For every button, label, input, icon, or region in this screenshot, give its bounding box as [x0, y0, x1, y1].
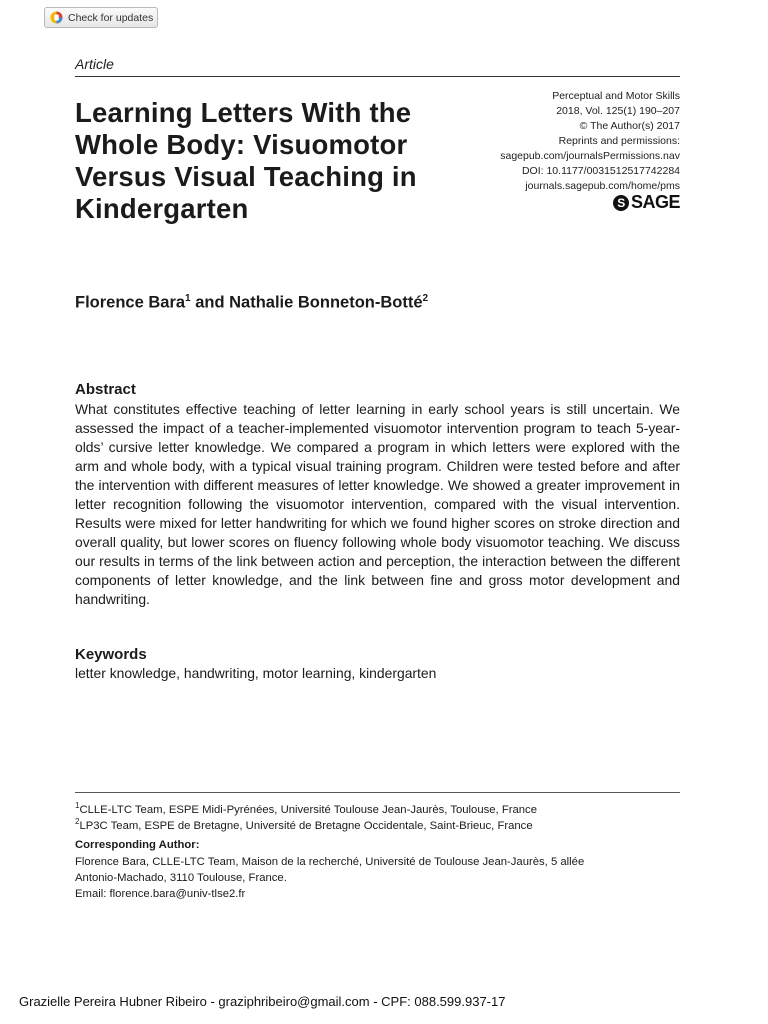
copyright-notice: © The Author(s) 2017 [579, 120, 680, 132]
affiliation-marker: 2 [422, 293, 429, 304]
author-list [75, 293, 428, 313]
affiliation-marker: 2 [75, 817, 80, 826]
corresponding-address-line: Antonio-Machado, 3110 Toulouse, France. [75, 872, 287, 884]
author-name: Florence Bara [75, 293, 186, 312]
download-watermark: Grazielle Pereira Hubner Ribeiro - graziphribeiro@gmail.com - CPF: 088.599.937-17 [19, 994, 506, 1009]
corresponding-address-line: Florence Bara, CLLE-LTC Team, Maison de la recherché, Université de Toulouse Jean-Jaurès, 5 allée [75, 856, 585, 868]
keywords-heading: Keywords [75, 646, 147, 663]
affiliation-marker: 1 [185, 293, 191, 304]
corresponding-author-details [75, 854, 680, 902]
abstract-text: What constitutes effective teaching of letter learning in early school years is still uncertain. We assessed the impact of a teacher-implemented visuomotor intervention program to teach 5-year-olds’ cursive letter knowledge. We compared a program in which letters were explored with the arm and whole body, with a typical visual training program. Children were tested before and after the intervention with different measures of letter knowledge. We showed a greater improvement in letter recognition following the visuomotor intervention, compared with the visual intervention. Results were mixed for letter handwriting for which we found higher scores on stroke direction and overall quality, but lower scores on fluency following whole body visuomotor teaching. We discuss our results in terms of the link between action and perception, the interaction between the different components of letter knowledge, and the link between fine and gross motor development and handwriting. [75, 401, 680, 607]
abstract-heading: Abstract [75, 381, 136, 398]
crossmark-icon [50, 11, 63, 24]
corresponding-author-heading: Corresponding Author: [75, 839, 200, 851]
author-conjunction: and [190, 293, 230, 312]
sage-logo-text: SAGE [630, 192, 680, 212]
sage-logo-mark: S [613, 195, 629, 211]
doi-link[interactable]: DOI: 10.1177/0031512517742284 [521, 165, 680, 177]
affiliation-text: CLLE-LTC Team, ESPE Midi-Pyrénées, Université Toulouse Jean-Jaurès, Toulouse, France [79, 803, 537, 816]
keywords-text: letter knowledge, handwriting, motor learning, kindergarten [75, 665, 437, 681]
footnote-rule [75, 792, 680, 793]
journal-volume: 2018, Vol. 125(1) 190–207 [556, 105, 680, 117]
affiliation-1 [75, 801, 537, 816]
reprints-link[interactable]: sagepub.com/journalsPermissions.nav [500, 150, 680, 162]
affiliation-2 [75, 817, 533, 832]
journal-name: Perceptual and Motor Skills [552, 90, 680, 102]
reprints-label: Reprints and permissions: [558, 135, 680, 147]
journal-info [420, 89, 680, 194]
journal-homepage-link[interactable]: journals.sagepub.com/home/pms [525, 180, 680, 192]
header-rule [75, 76, 680, 77]
author-name: Nathalie Bonneton-Botté [229, 293, 423, 312]
sage-logo [613, 192, 680, 213]
check-for-updates-button[interactable] [44, 7, 158, 28]
corresponding-email[interactable]: Email: florence.bara@univ-tlse2.fr [75, 888, 246, 900]
article-title: Learning Letters With the Whole Body: Visuomotor Versus Visual Teaching in Kindergarten [75, 97, 417, 224]
affiliation-text: LP3C Team, ESPE de Bretagne, Université de Bretagne Occidentale, Saint-Brieuc, France [79, 819, 533, 832]
check-for-updates-label: Check for updates [68, 11, 154, 24]
affiliation-marker: 1 [75, 801, 80, 810]
article-type-label: Article [75, 56, 114, 72]
